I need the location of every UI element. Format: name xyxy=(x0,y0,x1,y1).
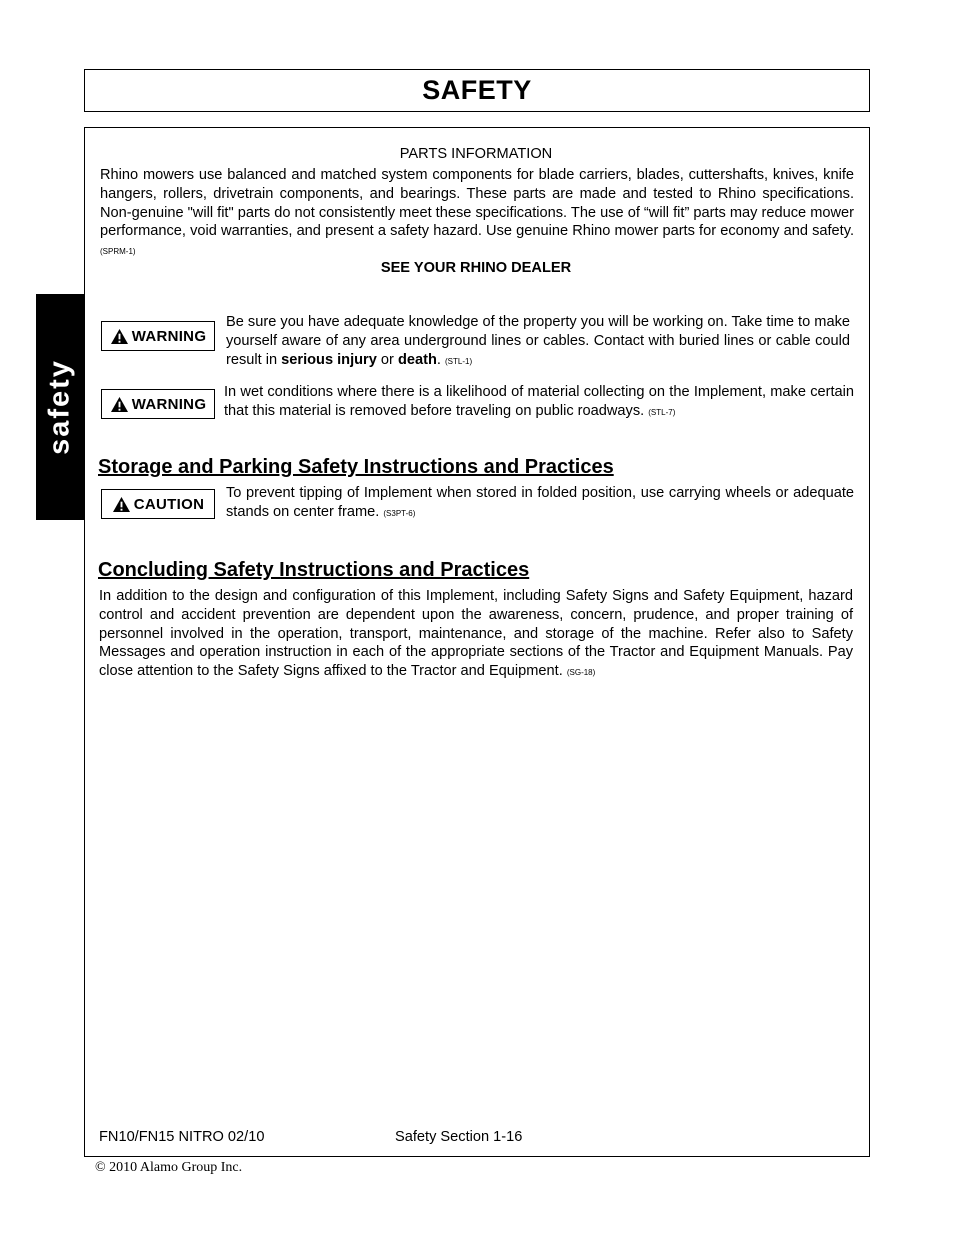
parts-info-title: PARTS INFORMATION xyxy=(399,146,553,162)
concluding-text: In addition to the design and configuration of this Implement, including Safety Signs and Safety Equipment, hazard control and accident prevention are dependent upon the awareness, concern, prudence, and proper training of personnel involved in the operation, transport, maintenance, and storage of the machine. Refer also to Safety Messages and operation instruction in each of the appropriate sections of the Tractor and Equipment Manuals. Pay close attention to the Safety Signs affixed to the Tractor and Equipment. (SG-18) xyxy=(99,588,853,680)
serious-injury-text: serious injury xyxy=(281,351,377,368)
exclamation-triangle-icon xyxy=(110,328,129,345)
warning-2-text: In wet conditions where there is a likelihood of material collecting on the Implement, make certain that this material is removed before traveling on public roadways. (STL-7) xyxy=(224,384,854,419)
concluding-code: (SG-18) xyxy=(566,668,596,678)
death-text: death xyxy=(397,351,437,368)
exclamation-triangle-icon xyxy=(110,396,129,413)
side-tab-label: safety xyxy=(43,359,76,455)
warning-1-text: Be sure you have adequate knowledge of the property you will be working on. Take time to make yourself aware of any area underground lines or cables. Contact with buried lines or cable could result in serious injury or death. (STL-1) xyxy=(226,314,850,368)
warning-label-text: WARNING xyxy=(131,395,207,413)
warning-1-code: (STL-1) xyxy=(445,356,473,366)
concluding-heading: Concluding Safety Instructions and Practices xyxy=(98,559,530,581)
exclamation-triangle-icon xyxy=(112,496,131,513)
parts-info-body: Rhino mowers use balanced and matched system components for blade carriers, blades, cuttershafts, knives, knife hangers, rollers, drivetrain components, and bearings. These parts are made and tested to Rhino specifications. Non-genuine "will fit" parts do not consistently meet these specifications. The use of “will fit” parts may reduce mower performance, void warranties, and present a safety hazard. Use genuine Rhino mower parts for economy and safety. (SPRM-1) xyxy=(100,167,854,257)
warning-label-text: WARNING xyxy=(131,327,207,345)
storage-heading: Storage and Parking Safety Instructions and Practices xyxy=(98,456,614,478)
warning-label xyxy=(101,389,215,419)
page-header xyxy=(84,69,870,112)
caution-label-text: CAUTION xyxy=(133,495,205,513)
footer-page-number: Safety Section 1-16 xyxy=(395,1129,523,1145)
caution-text: To prevent tipping of Implement when stored in folded position, use carrying wheels or adequate stands on center frame. (S3PT-6) xyxy=(226,485,854,520)
parts-info-code: (SPRM-1) xyxy=(100,247,136,257)
dealer-note: SEE YOUR RHINO DEALER xyxy=(380,260,572,276)
section-side-tab xyxy=(36,294,84,520)
warning-2-code: (STL-7) xyxy=(648,407,676,417)
copyright: © 2010 Alamo Group Inc. xyxy=(95,1160,243,1175)
footer-model: FN10/FN15 NITRO 02/10 xyxy=(99,1129,265,1145)
page-title: SAFETY xyxy=(422,75,532,105)
caution-label xyxy=(101,489,215,519)
warning-label xyxy=(101,321,215,351)
caution-code: (S3PT-6) xyxy=(383,508,416,518)
